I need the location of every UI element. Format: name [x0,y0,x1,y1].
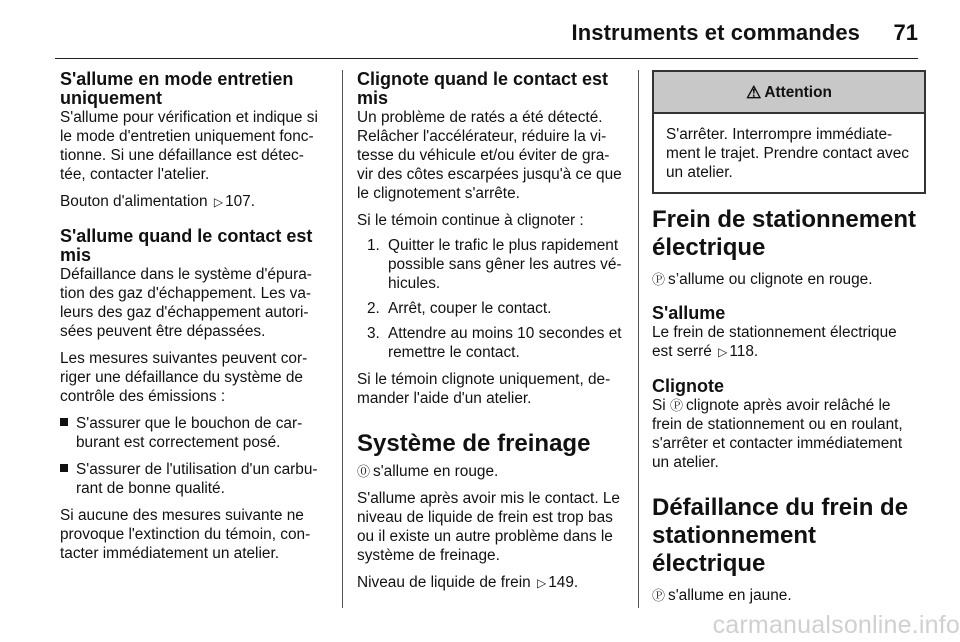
column-right [652,70,920,605]
parking-brake-fault-icon: Ⓟ [652,588,666,603]
section-heading: Clignote [652,376,724,396]
reference-text: Bouton d'alimentation [60,193,208,210]
bullet-icon [60,464,68,472]
reference-line [652,323,920,362]
reference-page: 149. [548,574,579,591]
section-title: Frein de stationnement électrique [652,206,917,261]
warning-triangle-icon: ⚠ [746,82,762,102]
section-heading: Clignote quand le contact est mis [357,69,609,108]
paragraph: Un problème de ratés a été détecté. Relâcher l'accélérateur, réduire la vi-tesse du véhicule et/ou éviter de gra-vir des côtes escarpées jusqu'à ce que le clignotement s'arrête. [357,109,622,202]
step-number: 2. [367,300,380,317]
list-item [357,324,625,362]
step-number: 3. [367,325,380,342]
section-title: Système de freinage [357,430,591,457]
attention-box [652,70,926,194]
paragraph: Les mesures suivantes peuvent cor-riger une défaillance du système de contrôle des émissions : [60,350,308,405]
list-item [357,299,625,318]
list-item-text: Arrêt, couper le contact. [388,300,552,317]
lamp-text: s'allume en jaune. [668,587,792,604]
page-number: 71 [893,20,918,45]
attention-header [654,72,924,114]
column-divider [638,70,639,608]
list-item-text: Attendre au moins 10 secondes et remettre le contact. [388,325,622,361]
paragraph [652,396,920,472]
list-item [60,414,328,452]
column-divider [342,70,343,608]
paragraph: S'allume après avoir mis le contact. Le niveau de liquide de frein est trop bas ou il existe un autre problème dans le système de freinage. [357,490,620,564]
paragraph: Si le témoin continue à clignoter : [357,212,584,229]
list-item [60,460,328,498]
numbered-list [357,236,625,362]
parking-brake-icon: Ⓟ [652,272,666,287]
reference-text: Niveau de liquide de frein [357,574,531,591]
bullet-list [60,414,328,498]
reference-line [357,573,625,593]
step-number: 1. [367,237,380,254]
section-title: Défaillance du frein de stationnement électrique [652,494,909,577]
paragraph-start: Si [652,397,666,414]
reference-page: 118. [729,343,759,360]
lamp-text: s'allume en rouge. [373,463,499,480]
section-heading: S'allume quand le contact est mis [60,226,313,265]
paragraph: Si le témoin clignote uniquement, de-mander l'aide d'un atelier. [357,371,611,407]
paragraph: S'allume pour vérification et indique si le mode d'entretien uniquement fonc-tionne. Si une défaillance est détec-tée, contacter l'atelier. [60,109,318,183]
reference-page: 107. [225,193,256,210]
section-heading: S'allume en mode entretien uniquement [60,69,294,108]
parking-brake-icon: Ⓟ [669,398,683,413]
reference-line [60,192,328,212]
paragraph-rest: clignote après avoir relâché le frein de stationnement ou en roulant, s'arrêter et contacter immédiatement un atelier. [652,397,903,471]
lamp-text: s’allume ou clignote en rouge. [668,271,873,288]
column-middle [357,70,625,593]
bullet-icon [60,418,68,426]
header-title: Instruments et commandes [571,20,860,45]
paragraph [357,462,625,481]
reference-arrow-icon: ▷ [213,195,224,209]
column-left [60,70,328,563]
reference-arrow-icon: ▷ [718,345,728,359]
reference-arrow-icon: ▷ [536,576,547,590]
brake-system-icon: ⓪ [357,464,371,479]
attention-title: Attention [764,83,832,101]
list-item-text: S'assurer que le bouchon de car-burant est correctement posé. [76,415,303,451]
list-item [357,236,625,293]
page-header [55,12,918,59]
watermark: carmanualsonline.info [712,611,960,639]
paragraph: Défaillance dans le système d'épura-tion des gaz d'échappement. Les va-leurs des gaz d'échappement autori-sées peuvent être dépassées. [60,266,312,340]
paragraph [652,270,920,289]
section-heading: S'allume [652,303,726,323]
reference-text: Le frein de stationnement électrique est serré [652,324,897,360]
attention-body: S'arrêter. Interrompre immédiate-ment le trajet. Prendre contact avec un atelier. [666,126,909,181]
paragraph: Si aucune des mesures suivante ne provoque l'extinction du témoin, con-tacter immédiatement un atelier. [60,507,311,562]
list-item-text: S'assurer de l'utilisation d'un carbu-rant de bonne qualité. [76,461,318,497]
list-item-text: Quitter le trafic le plus rapidement possible sans gêner les autres vé-hicules. [388,237,622,292]
paragraph [652,586,920,605]
